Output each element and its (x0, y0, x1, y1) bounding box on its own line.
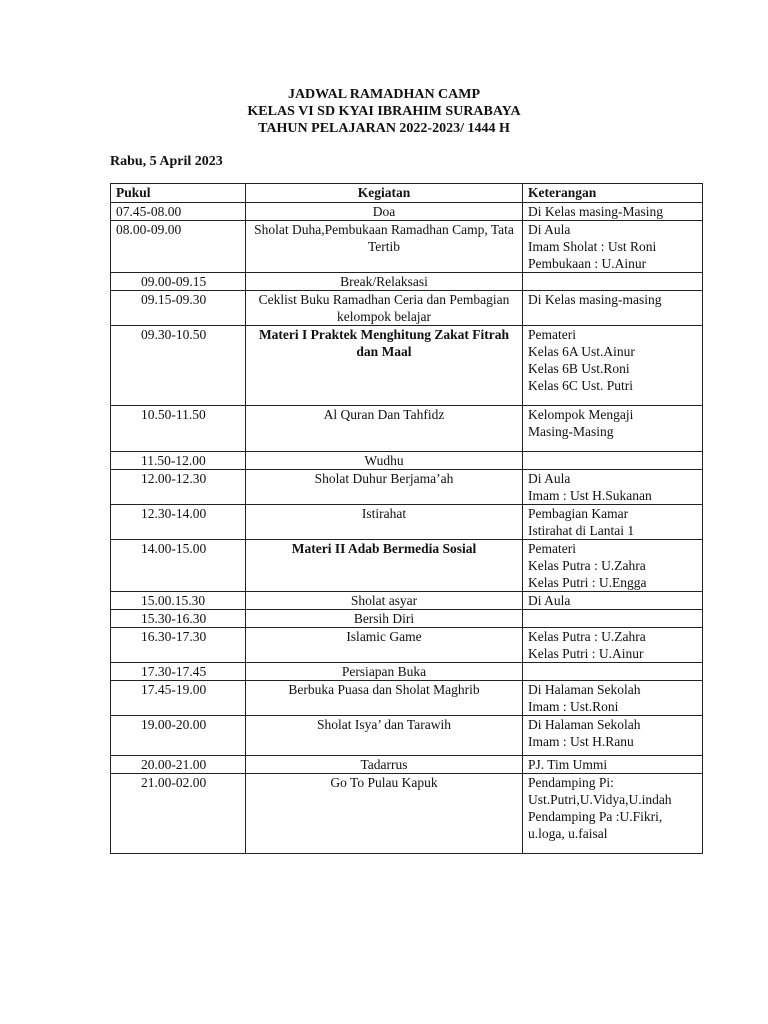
table-header-row (111, 184, 703, 203)
row-time: 11.50-12.00 (111, 452, 246, 470)
row-activity: Sholat Duha,Pembukaan Ramadhan Camp, Tata Tertib (246, 221, 523, 273)
title-line-2: KELAS VI SD KYAI IBRAHIM SURABAYA (247, 104, 521, 119)
note-line: Pendamping Pi: (528, 775, 614, 790)
row-time: 09.15-09.30 (111, 291, 246, 326)
row-activity: Sholat Isya’ dan Tarawih (246, 716, 523, 756)
row-time: 12.00-12.30 (111, 470, 246, 505)
table-row (111, 203, 703, 221)
row-activity: Persiapan Buka (246, 663, 523, 681)
row-note (523, 540, 703, 592)
row-activity: Sholat Duhur Berjama’ah (246, 470, 523, 505)
title-line-3: TAHUN PELAJARAN 2022-2023/ 1444 H (258, 121, 510, 136)
table-row (111, 681, 703, 716)
schedule-rows (111, 203, 703, 854)
row-time: 17.45-19.00 (111, 681, 246, 716)
note-line: Pemateri (528, 541, 576, 556)
note-line: Di Kelas masing-masing (528, 292, 662, 307)
row-activity: Berbuka Puasa dan Sholat Maghrib (246, 681, 523, 716)
row-note (523, 592, 703, 610)
header-note: Keterangan (523, 184, 703, 203)
row-note (523, 610, 703, 628)
row-note (523, 273, 703, 291)
row-time: 12.30-14.00 (111, 505, 246, 540)
header-activity: Kegiatan (246, 184, 523, 203)
row-time: 19.00-20.00 (111, 716, 246, 756)
note-line: Masing-Masing (528, 424, 614, 439)
row-activity: Doa (246, 203, 523, 221)
row-time: 07.45-08.00 (111, 203, 246, 221)
row-activity: Sholat asyar (246, 592, 523, 610)
note-line: Ust.Putri,U.Vidya,U.indah (528, 792, 672, 807)
note-line: Kelas Putra : U.Zahra (528, 558, 646, 573)
table-row (111, 628, 703, 663)
note-line: Di Halaman Sekolah (528, 682, 641, 697)
row-note (523, 203, 703, 221)
row-note (523, 756, 703, 774)
table-row (111, 326, 703, 406)
row-note (523, 628, 703, 663)
table-row (111, 610, 703, 628)
note-line: Di Aula (528, 471, 571, 486)
table-row (111, 716, 703, 756)
table-row (111, 291, 703, 326)
note-line: Pendamping Pa :U.Fikri, (528, 809, 663, 824)
note-line: Imam : Ust H.Ranu (528, 734, 634, 749)
row-activity: Istirahat (246, 505, 523, 540)
row-time: 14.00-15.00 (111, 540, 246, 592)
row-activity: Islamic Game (246, 628, 523, 663)
note-line: u.loga, u.faisal (528, 826, 608, 841)
row-activity: Go To Pulau Kapuk (246, 774, 523, 854)
note-line: Kelas 6B Ust.Roni (528, 361, 630, 376)
table-row (111, 470, 703, 505)
row-time: 09.30-10.50 (111, 326, 246, 406)
note-line: Kelas 6A Ust.Ainur (528, 344, 635, 359)
table-row (111, 221, 703, 273)
row-time: 10.50-11.50 (111, 406, 246, 452)
row-time: 15.00.15.30 (111, 592, 246, 610)
note-line: Kelas Putri : U.Engga (528, 575, 647, 590)
table-row (111, 774, 703, 854)
schedule-date: Rabu, 5 April 2023 (110, 154, 223, 169)
note-line: Di Aula (528, 593, 571, 608)
note-line: Kelompok Mengaji (528, 407, 634, 422)
schedule-table (110, 183, 703, 854)
note-line: Kelas 6C Ust. Putri (528, 378, 634, 393)
note-line: Di Aula (528, 222, 571, 237)
row-time: 20.00-21.00 (111, 756, 246, 774)
row-activity: Break/Relaksasi (246, 273, 523, 291)
table-row (111, 756, 703, 774)
note-line: Imam : Ust.Roni (528, 699, 619, 714)
row-time: 16.30-17.30 (111, 628, 246, 663)
row-note (523, 406, 703, 452)
row-note (523, 291, 703, 326)
row-note (523, 326, 703, 406)
row-time: 15.30-16.30 (111, 610, 246, 628)
row-time: 08.00-09.00 (111, 221, 246, 273)
table-row (111, 540, 703, 592)
row-time: 09.00-09.15 (111, 273, 246, 291)
table-row (111, 505, 703, 540)
header-time: Pukul (111, 184, 246, 203)
row-note (523, 663, 703, 681)
row-note (523, 470, 703, 505)
note-line: Imam : Ust H.Sukanan (528, 488, 652, 503)
row-activity: Al Quran Dan Tahfidz (246, 406, 523, 452)
row-note (523, 774, 703, 854)
row-note (523, 505, 703, 540)
table-row (111, 592, 703, 610)
note-line: Kelas Putra : U.Zahra (528, 629, 646, 644)
row-note (523, 221, 703, 273)
table-row (111, 452, 703, 470)
row-activity: Materi I Praktek Menghitung Zakat Fitrah dan Maal (246, 326, 523, 406)
row-time: 17.30-17.45 (111, 663, 246, 681)
table-row (111, 663, 703, 681)
row-activity: Tadarrus (246, 756, 523, 774)
table-row (111, 273, 703, 291)
row-activity: Materi II Adab Bermedia Sosial (246, 540, 523, 592)
note-line: Kelas Putri : U.Ainur (528, 646, 644, 661)
note-line: Imam Sholat : Ust Roni (528, 239, 657, 254)
note-line: PJ. Tim Ummi (528, 757, 608, 772)
row-activity: Ceklist Buku Ramadhan Ceria dan Pembagian kelompok belajar (246, 291, 523, 326)
row-activity: Wudhu (246, 452, 523, 470)
note-line: Di Kelas masing-Masing (528, 204, 663, 219)
row-note (523, 681, 703, 716)
row-time: 21.00-02.00 (111, 774, 246, 854)
note-line: Pembukaan : U.Ainur (528, 256, 647, 271)
document-title-block (0, 86, 768, 137)
note-line: Di Halaman Sekolah (528, 717, 641, 732)
row-note (523, 716, 703, 756)
note-line: Istirahat di Lantai 1 (528, 523, 635, 538)
note-line: Pembagian Kamar (528, 506, 629, 521)
row-note (523, 452, 703, 470)
title-line-1: JADWAL RAMADHAN CAMP (287, 87, 481, 102)
row-activity: Bersih Diri (246, 610, 523, 628)
table-row (111, 406, 703, 452)
note-line: Pemateri (528, 327, 576, 342)
